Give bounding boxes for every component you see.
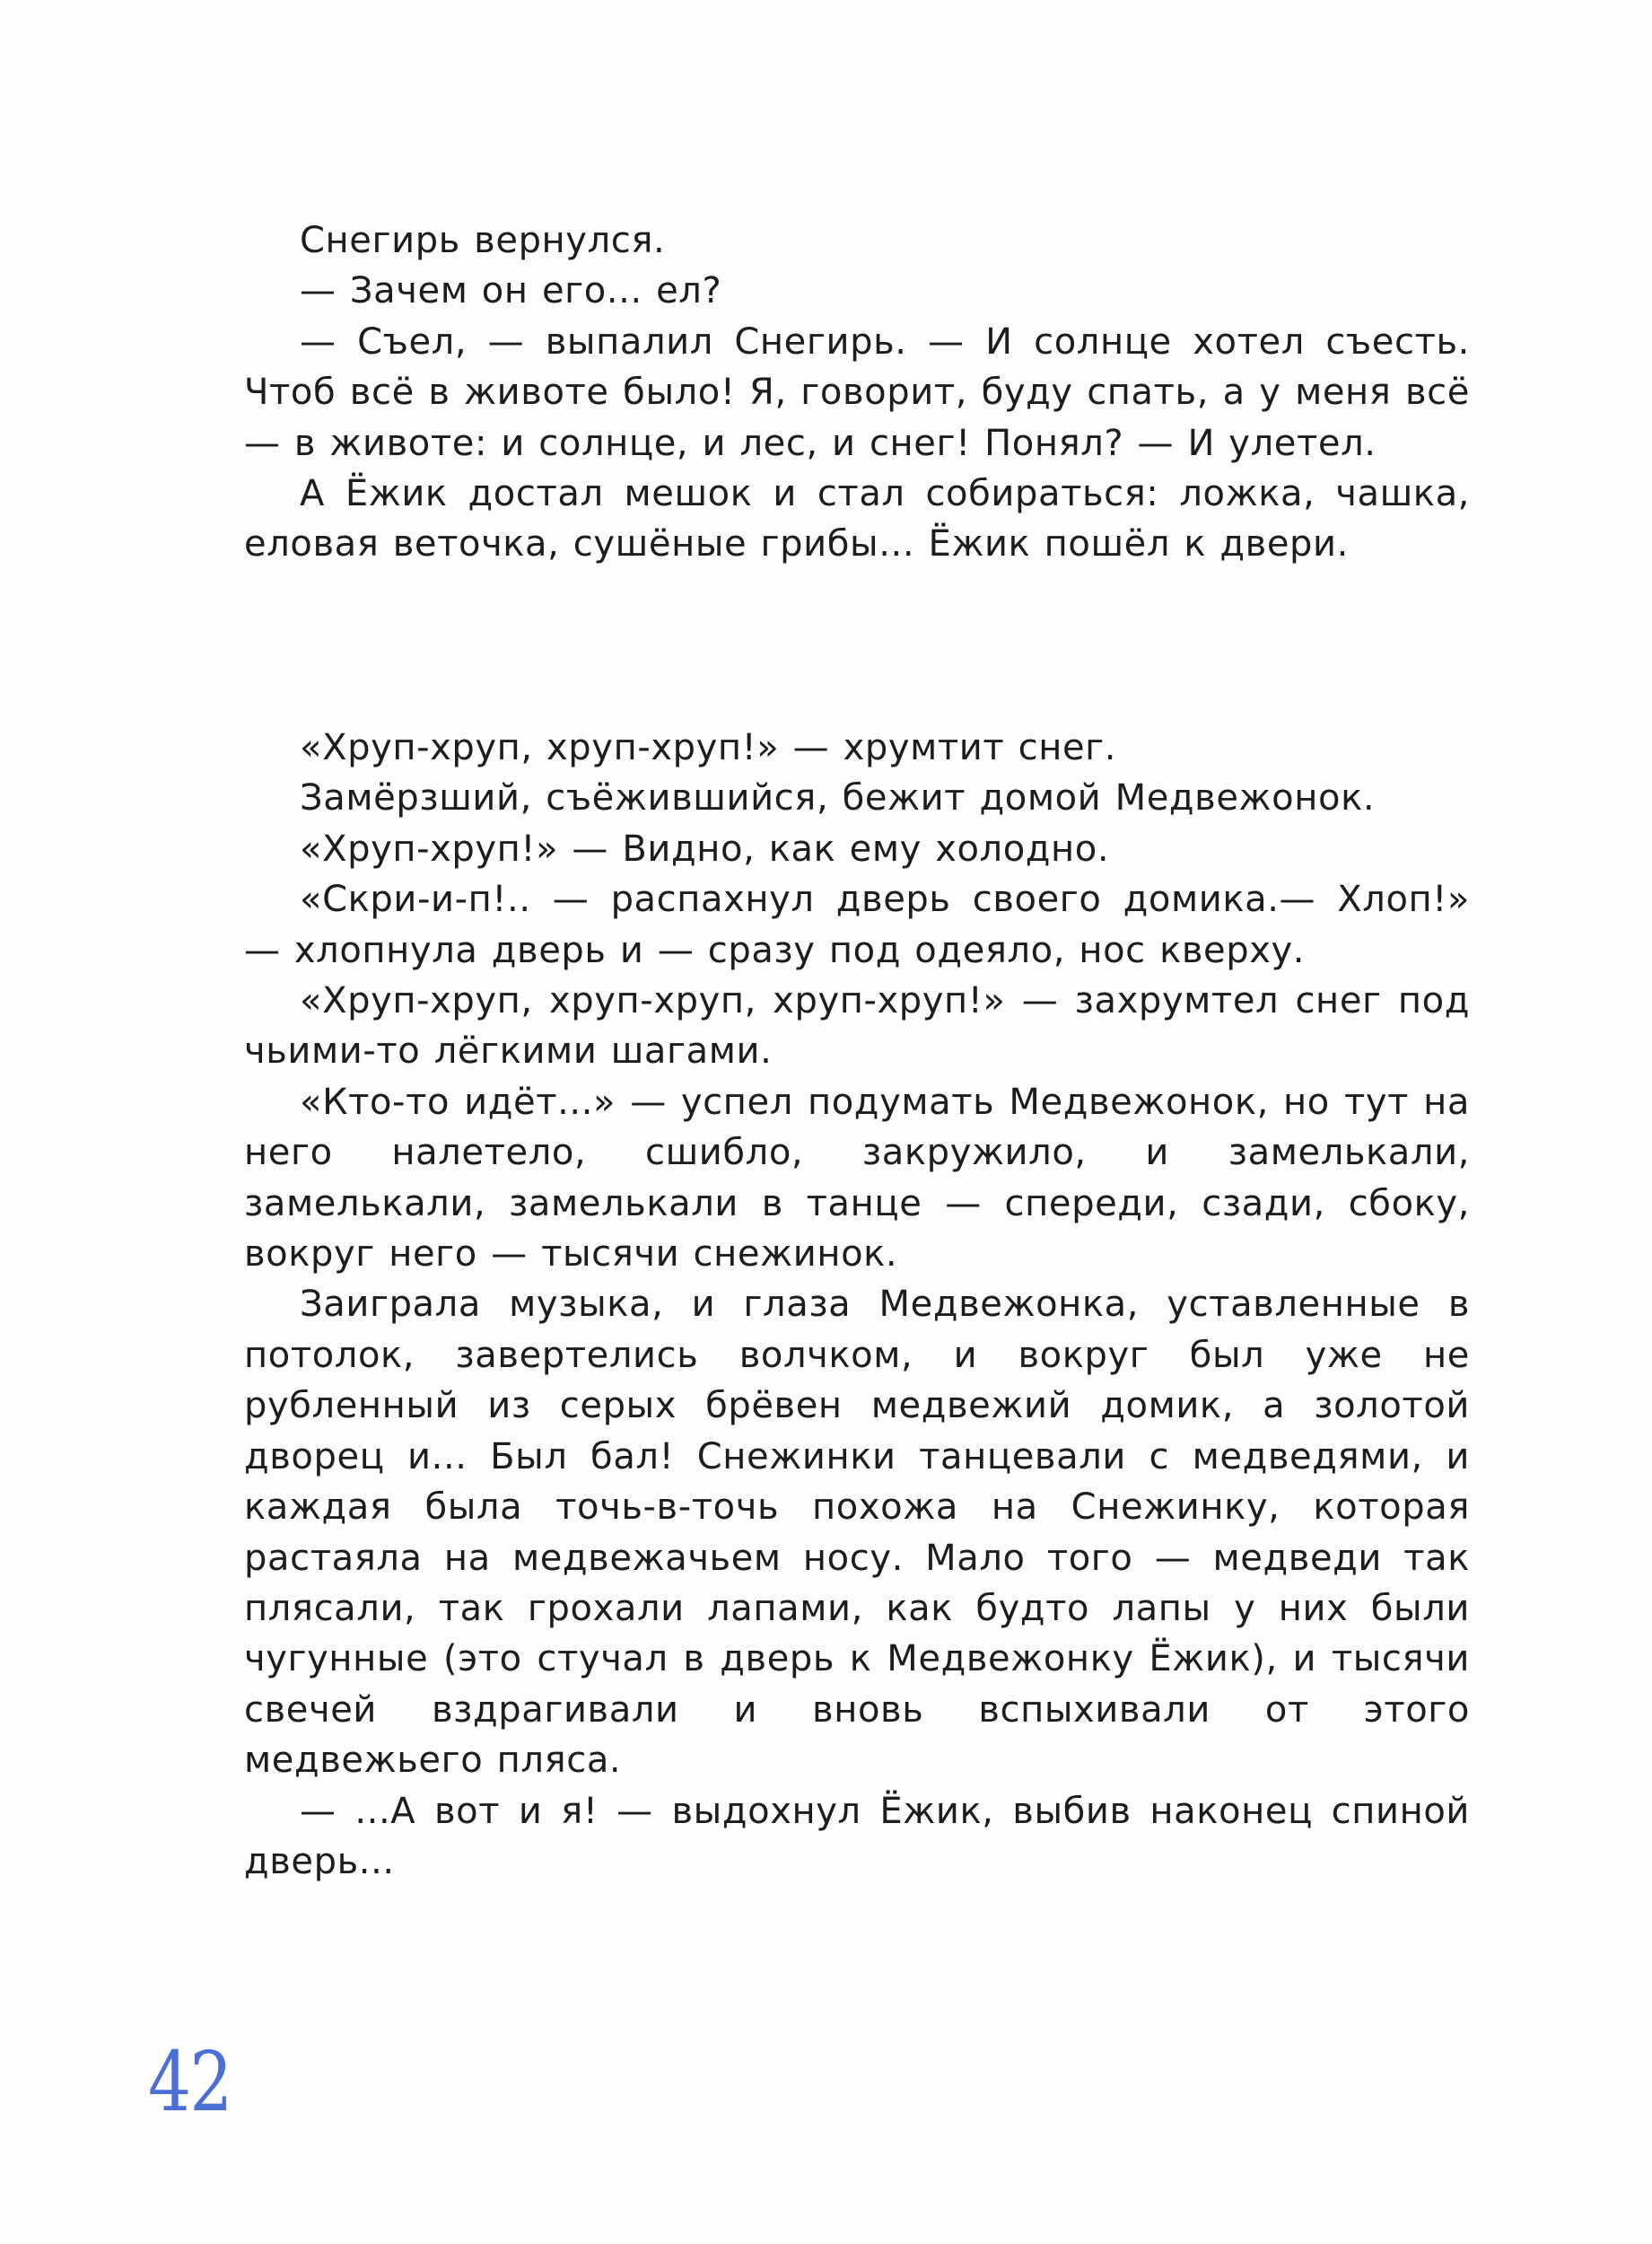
paragraph: «Хруп-хруп, хруп-хруп, хруп-хруп!» — захрумтел снег под чьими-то лёгкими шагами. bbox=[244, 980, 1470, 1073]
paragraph: Замёрзший, съёжившийся, бежит домой Медвежонок. bbox=[300, 777, 1376, 820]
paragraph: «Кто-то идёт...» — успел подумать Медвежонок, но тут на него налетело, сшибло, закружило, и замелькали, замелькали, замелькали в танце — спереди, сзади, сбоку, вокруг него — тысячи снежинок. bbox=[244, 1081, 1470, 1275]
text-section-2 bbox=[244, 723, 1470, 1887]
page-number: 42 bbox=[148, 2034, 232, 2130]
paragraph: — ...А вот и я! — выдохнул Ёжик, выбив наконец спиной дверь... bbox=[244, 1790, 1470, 1882]
paragraph: «Скри-и-п!.. — распахнул дверь своего домика.— Хлоп!» — хлопнула дверь и — сразу под одеяло, нос кверху. bbox=[244, 879, 1470, 971]
paragraph: «Хруп-хруп!» — Видно, как ему холодно. bbox=[300, 828, 1110, 870]
paragraph: Снегирь вернулся. bbox=[300, 220, 666, 261]
paragraph: — Съел, — выпалил Снегирь. — И солнце хотел съесть. Чтоб всё в животе было! Я, говорит, буду спать, а у меня всё — в животе: и солнце, и лес, и снег! Понял? — И улетел. bbox=[244, 320, 1470, 464]
paragraph: — Зачем он его... ел? bbox=[300, 270, 722, 312]
text-section-1 bbox=[244, 215, 1470, 570]
paragraph: Заиграла музыка, и глаза Медвежонка, уставленные в потолок, завертелись волчком, и вокруг был уже не рубленный из серых брёвен медвежий домик, а золотой дворец и... Был бал! Снежинки танцевали с медведями, и каждая была точь-в-точь похожа на Снежинку, которая растаяла на медвежачьем носу. Мало того — медведи так плясали, так грохали лапами, как будто лапы у них были чугунные (это стучал в дверь к Медвежонку Ёжик), и тысячи свечей вздрагивали и вновь вспыхивали от этого медвежьего пляса. bbox=[244, 1284, 1470, 1782]
paragraph: А Ёжик достал мешок и стал собираться: ложка, чашка, еловая веточка, сушёные грибы... Ёжик пошёл к двери. bbox=[244, 473, 1470, 565]
paragraph: «Хруп-хруп, хруп-хруп!» — хрумтит снег. bbox=[300, 727, 1117, 768]
